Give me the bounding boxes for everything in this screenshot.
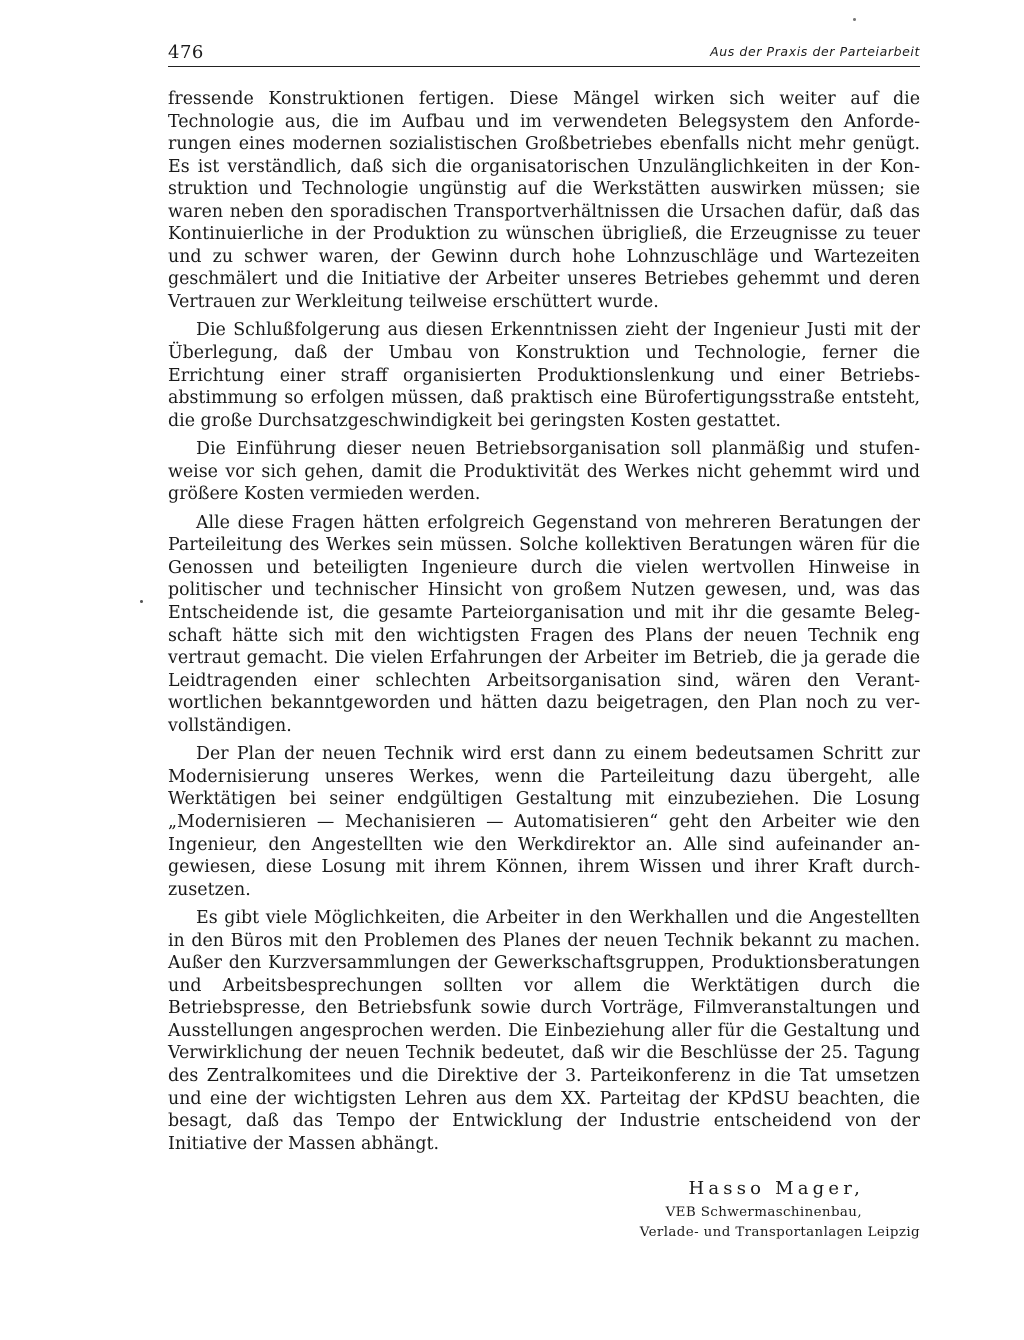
author-affiliation-line2: Verlade- und Transportanlagen Leipzig: [639, 1225, 920, 1240]
paragraph: Die Schlußfolgerung aus diesen Erkenntnissen zieht der Ingenieur Justi mit der Überlegung, daß der Umbau von Konstruktion und Technologie, ferner die Errichtung einer straff organisierten Produktionslenkung und einer Betriebsabstimmung so erfolgen müssen, daß praktisch eine Bürofertigungsstraße entsteht, die große Durchsatzgeschwindigkeit bei geringsten Kosten gestattet.: [168, 320, 920, 431]
author-name: Hasso Mager,: [688, 1178, 864, 1199]
paragraph: Alle diese Fragen hätten erfolgreich Gegenstand von mehreren Beratungen der Parteileitung des Werkes sein müssen. Solche kollektiven Beratungen wären für die Genossen und beteiligten Ingenieure durch die vielen wertvollen Hinweise in politischer und technischer Hinsicht von großem Nutzen gewesen, und, was das Entscheidende ist, die gesamte Parteiorganisation und mit ihr die gesamte Belegschaft hätte sich mit den wichtigsten Fragen des Plans der neuen Technik eng vertraut gemacht. Die vielen Erfahrungen der Arbeiter im Betrieb, die ja gerade die Leidtragenden einer schlechten Arbeitsorganisation sind, wären den Verantwortlichen bekanntgeworden und hätten dazu beigetragen, den Plan noch zu vervollständigen.: [168, 512, 920, 736]
print-speck: [853, 18, 856, 21]
page-header: [168, 38, 920, 68]
page-number: 476: [168, 42, 204, 63]
running-head: Aus der Praxis der Parteiarbeit: [710, 44, 920, 59]
margin-dot: [140, 600, 143, 603]
paragraph: Der Plan der neuen Technik wird erst dann zu einem bedeutsamen Schritt zur Modernisierung unseres Werkes, wenn die Parteileitung dazu übergeht, alle Werktätigen bei seiner endgültigen Gestaltung mit einzubeziehen. Die Losung „Modernisieren — Mechanisieren — Automatisieren“ geht den Arbeiter wie den Ingenieur, den Angestellten wie den Werkdirektor an. Alle sind aufeinander angewiesen, diese Losung mit ihrem Können, ihrem Wissen und ihrer Kraft durchzusetzen.: [168, 744, 920, 900]
paragraph: Die Einführung dieser neuen Betriebsorganisation soll planmäßig und stufenweise vor sich gehen, damit die Produktivität des Werkes nicht gehemmt wird und größere Kosten vermieden werden.: [168, 439, 920, 505]
author-signature: [560, 1178, 920, 1243]
paragraph-continuation: fressende Konstruktionen fertigen. Diese Mängel wirken sich weiter auf die Technologie aus, die im Aufbau und im verwendeten Belegsystem den Anforderungen eines modernen sozialistischen Großbetriebes ebenfalls nicht mehr genügt. Es ist verständlich, daß sich die organisatorischen Unzulänglichkeiten in der Konstruktion und Technologie ungünstig auf die Werkstätten auswirken müssen; sie waren neben den sporadischen Transportverhältnissen die Ursachen dafür, daß das Kontinuierliche in der Produktion zu wünschen übrigließ, die Erzeugnisse zu teuer und zu schwer waren, der Gewinn durch hohe Lohnzuschläge und Wartezeiten geschmälert und die Initiative der Arbeiter unseres Betriebes gehemmt und deren Vertrauen zur Werkleitung teilweise erschüttert wurde.: [168, 89, 920, 312]
author-affiliation-line1: VEB Schwermaschinenbau,: [665, 1205, 862, 1220]
paragraph: Es gibt viele Möglichkeiten, die Arbeiter in den Werkhallen und die Angestellten in den Büros mit den Problemen des Planes der neuen Technik bekannt zu machen. Außer den Kurzversammlungen der Gewerkschaftsgruppen, Produktionsberatungen und Arbeitsbesprechungen sollten vor allem die Werktätigen durch die Betriebspresse, den Betriebsfunk sowie durch Vorträge, Filmveranstaltungen und Ausstellungen angesprochen werden. Die Einbeziehung aller für die Gestaltung und Verwirklichung der neuen Technik bedeutet, daß wir die Beschlüsse der 25. Tagung des Zentralkomitees und die Direktive der 3. Parteikonferenz in die Tat umsetzen und eine der wichtigsten Lehren aus dem XX. Parteitag der KPdSU beachten, die besagt, daß das Tempo der Entwicklung der Industrie entscheidend von der Initiative der Massen abhängt.: [168, 908, 920, 1154]
article-body: [168, 88, 920, 1161]
header-rule: [168, 66, 920, 67]
